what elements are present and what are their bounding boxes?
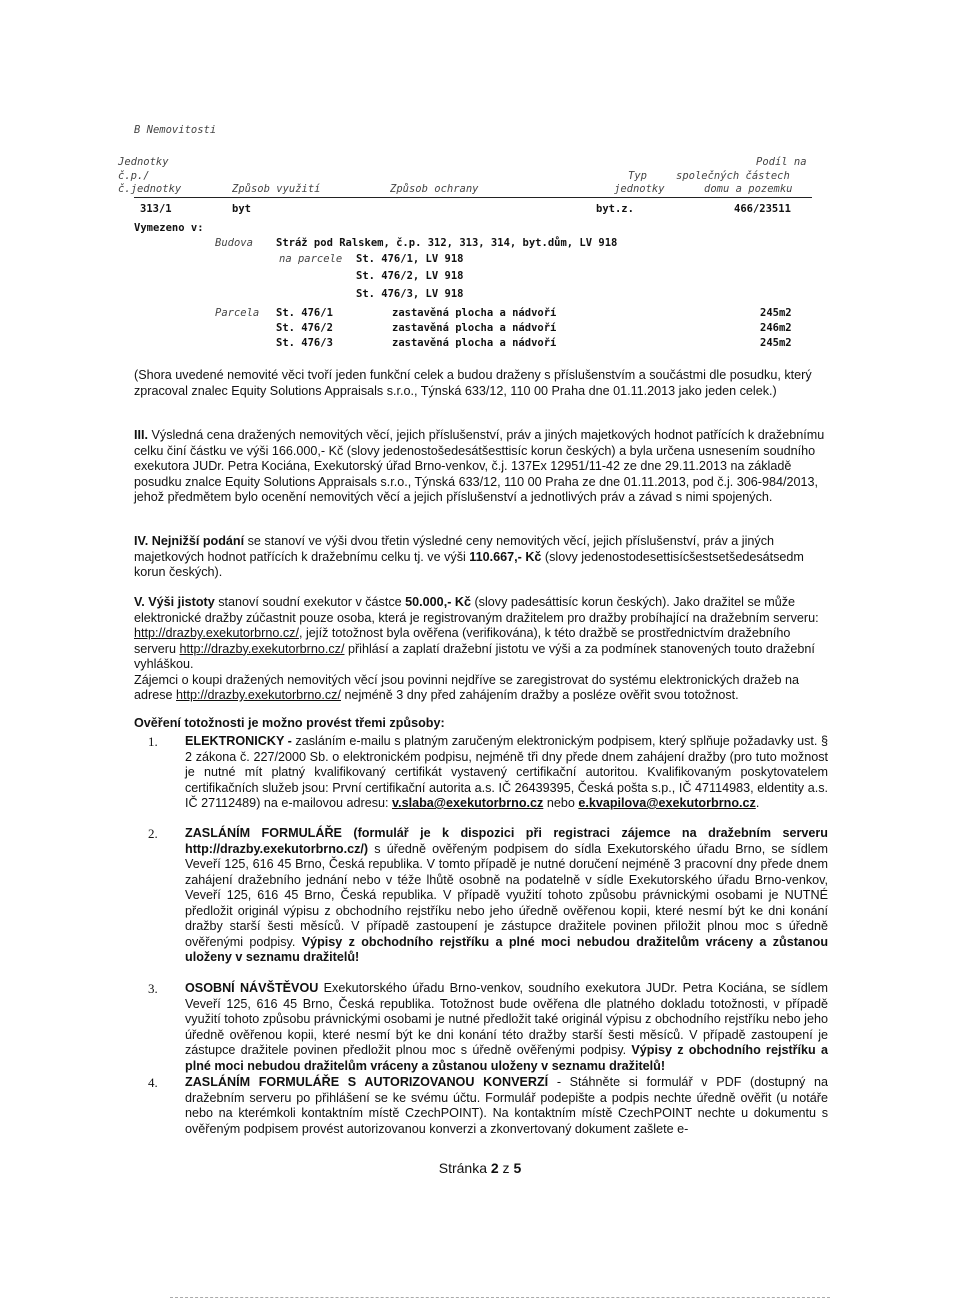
row-podil: 466/23511 — [734, 203, 791, 215]
list-item-body: . — [755, 796, 760, 810]
page-number: 2 — [490, 1160, 499, 1176]
drazby-link[interactable]: http://drazby.exekutorbrno.cz/ — [179, 641, 345, 656]
header-cjednotky: č.jednotky — [118, 183, 182, 195]
section-iv-amount: 110.667,- Kč — [469, 549, 542, 564]
list-item-text — [185, 734, 828, 812]
row-typ: byt.z. — [596, 203, 634, 215]
section-v-amount: 50.000,- Kč — [405, 595, 471, 609]
na-parcele-1: St. 476/1, LV 918 — [356, 253, 464, 265]
section-v-text1: stanoví soudní exekutor v částce — [214, 595, 406, 609]
list-item-body: nebo — [543, 796, 579, 810]
section-iv-text2: (slovy jedenostodesettisícšestsetšedesátsedm korun českých). — [134, 549, 804, 579]
paragraph-shora: (Shora uvedené nemovité věci tvoří jeden funkční celek a budou draženy s příslušenstvím a součástmi dle posudku, který zpracoval znalec Equity Solutions Appraisals s.r.o., Týnská 633/12, 110 00 Praha dne 01.11.2013 jako jeden celek.) — [134, 368, 812, 398]
section-iv-label: IV. — [134, 534, 149, 548]
list-item-bold: ZASLÁNÍM FORMULÁŘE S AUTORIZOVANOU KONVERZÍ — [185, 1075, 549, 1089]
header-cp: č.p./ — [118, 170, 150, 182]
budova-text: Stráž pod Ralskem, č.p. 312, 313, 314, byt.dům, LV 918 — [276, 237, 618, 249]
drazby-link[interactable]: http://drazby.exekutorbrno.cz/ — [176, 688, 341, 702]
list-item-text — [185, 826, 828, 966]
parcela-cislo: St. 476/2 — [276, 322, 333, 334]
row-vyuziti: byt — [232, 203, 251, 215]
list-item-body: Exekutorského úřadu Brno-venkov, soudního exekutora JUDr. Petra Kociána, se sídlem Veveří 125, 616 45 Brno, Česká republika. Totožnost bude ověřena dle platného dokladu totožnosti, v případě využití tohoto způsobu právnickými osobami je nutné předložit také originál výpisu z obchodního rejstříku nebo jeho úředně ověřenou kopii, které nesmí být ke dni konání této dražby starší šesti měsíců. V případě zastoupení je zástupce dražitele povinen předložit plnou moc s úředně ověřenými podpisy. — [185, 981, 828, 1057]
list-item-body: zasláním e-mailu s platným zaručeným elektronickým podpisem, který splňuje požadavky ust. § 2 zákona č. 227/2000 Sb. o elektronickém podpisu, nejméně tři dny přede dnem zahájení dražby (pro tuto možnost je nutné mít platný kvalifikovaný certifikát vystavený certifikační autoritou. Kvalifikovaným poskytovatelem certifikačních služeb jsou: První certifikační autorita a.s. IČ 26439395, Česká pošta s.p., IČ 47114983, eldentity a.s. IČ 27112489) na e-mailovou adresu: — [185, 734, 828, 810]
page-total: 5 — [513, 1160, 522, 1176]
parcela-label: Parcela — [215, 307, 260, 319]
header-zpusob-ochrany: Způsob ochrany — [390, 183, 479, 195]
parcela-popis: zastavěná plocha a nádvoří — [392, 307, 557, 319]
parcela-popis: zastavěná plocha a nádvoří — [392, 322, 557, 334]
section-iii-text: Výsledná cena dražených nemovitých věcí, jejich příslušenství, práv a jiných majetkových hodnot patřících k dražebnímu celku činí částku ve výši 166.000,- Kč (slovy jedenostošedesátšesttisíc korun českých) a byla určena usnesením soudního exekutora JUDr. Petra Kociána, Exekutorský úřad Brno-venkov, č.j. 137Ex 12951/11-42 ze dne 29.11.2013 na základě posudku znalce Equity Solutions Appraisals s.r.o., Týnská 633/12, 110 00 Praha ze dne 01.11.2013, pod č.j. 306-984/2013, jehož předmětem bylo ocenění nemovitých věcí a jejich příslušenství a jednotlivých práv a závad s nimi spojených. — [134, 428, 825, 504]
section-v-text4: přihlásí a zaplatí dražební jistotu ve výši a za podmínek stanovených touto dražební vyhláškou. — [134, 641, 815, 671]
section-v-text6: nejméně 3 dny před zahájením dražby a posléze ověřit svou totožnost. — [340, 688, 739, 702]
list-item-text — [185, 981, 828, 1074]
list-item-bold: OSOBNÍ NÁVŠTĚVOU — [185, 981, 319, 995]
section-iii-label: III. — [134, 428, 148, 442]
na-parcele-3: St. 476/3, LV 918 — [356, 288, 464, 300]
section-v-label: V. — [134, 595, 145, 609]
section-v — [134, 595, 830, 704]
table-divider — [134, 197, 812, 198]
section-v-text2: (slovy padesáttisíc korun českých). Jako dražitel se může elektronické dražby zúčastnit pouze osoba, která je registrovaným dražitelem pro dražby probíhající na dražebním serveru: — [134, 595, 819, 625]
header-typ: Typ — [628, 170, 647, 182]
parcela-vymera: 245m2 — [760, 337, 792, 349]
header-podil: Podíl na — [756, 156, 807, 168]
na-parcele-label: na parcele — [279, 253, 343, 265]
section-v-text5: Zájemci o koupi dražených nemovitých věcí jsou povinni nejdříve se zaregistrovat do systému elektronických dražeb na adrese — [134, 672, 799, 702]
section-title: B Nemovitosti — [134, 124, 217, 136]
list-item-bold: Výpisy z obchodního rejstříku a plné moci nebudou dražitelům vráceny a zůstanou uloženy v seznamu dražitelů! — [185, 1043, 828, 1073]
section-iv-text1: se stanoví ve výši dvou třetin výsledné ceny nemovitých věcí, jejich příslušenství, práv a jiných majetkových hodnot patřících k dražebnímu celku tj. ve výši — [134, 534, 774, 564]
header-jednotky: Jednotky — [118, 156, 169, 168]
email-link[interactable]: e.kvapilova@exekutorbrno.cz — [578, 796, 756, 810]
section-iii — [134, 428, 830, 506]
list-item-bold: ZASLÁNÍM FORMULÁŘE (formulář je k dispozici při registraci zájemce na dražebním serveru http://drazby.exekutorbrno.cz/) — [185, 826, 828, 856]
section-iv — [134, 534, 830, 581]
list-item-body: s úředně ověřeným podpisem do sídla Exekutorského úřadu Brno, se sídlem Veveří 125, 616 45 Brno, Česká republika. V tomto případě je nutné doručení nejméně 3 pracovní dny přede dnem zahájení dražebního jednání nebo v téže lhůtě osobně na podatelně v sídle Exekutorského úřadu Brno-venkov, Veveří 125, 616 45 Brno, Česká republika. V případě využití tohoto způsobu právnickými osobami je NUTNÉ předložit originál výpisu z obchodního rejstříku nebo jeho úředně ověřenou kopii, které nesmí být ke dni konání dražby starší šesti měsíců. V případě zastoupení je zástupce dražitele povinen přiložit plnou moc s úředně ověřenými podpisy. — [185, 841, 828, 949]
list-item-text — [185, 1075, 828, 1137]
parcela-cislo: St. 476/3 — [276, 337, 333, 349]
row-cislo: 313/1 — [140, 203, 172, 215]
header-zpusob-vyuziti: Způsob využití — [232, 183, 321, 195]
list-item-number: 2. — [148, 826, 158, 841]
bottom-edge-text — [170, 1297, 830, 1301]
drazby-link[interactable]: http://drazby.exekutorbrno.cz/ — [134, 626, 299, 640]
list-item-number: 4. — [148, 1075, 158, 1090]
parcela-cislo: St. 476/1 — [276, 307, 333, 319]
budova-label: Budova — [215, 237, 253, 249]
page-footer — [0, 1160, 960, 1176]
list-item-number: 1. — [148, 734, 158, 749]
list-item-body: - Stáhněte si formulář v PDF (dostupný na dražebním serveru po přihlášení se ke svému účtu. Formulář podepište a podpis nechte úředně ověřit (u notáře nebo na kterémkoli kontaktním místě CzechPOINT). Na kontaktním místě CzechPOINT nechte u dokumentu s ověřeným podpisem provést autorizovanou konverzi a zkonvertovaný dokument zašlete e- — [185, 1075, 829, 1136]
section-v-bold: Výši jistoty — [148, 595, 215, 609]
list-item-number: 3. — [148, 981, 158, 996]
email-link[interactable]: v.slaba@exekutorbrno.cz — [392, 796, 544, 810]
section-v-text3: , jejíž totožnost byla ověřena (verifikována), k této dražbě se prostřednictvím dražebního serveru — [134, 626, 791, 656]
header-podil-domu: domu a pozemku — [704, 183, 793, 195]
vymezeno-label: Vymezeno v: — [134, 222, 204, 234]
section-iv-bold: Nejnižší podání — [151, 534, 245, 548]
overeni-title: Ověření totožnosti je možno provést třemi způsoby: — [134, 716, 445, 730]
list-item-bold: Výpisy z obchodního rejstříku a plné moci nebudou dražitelům vráceny a zůstanou uloženy v seznamu dražitelů! — [185, 934, 829, 964]
parcela-vymera: 245m2 — [760, 307, 792, 319]
na-parcele-2: St. 476/2, LV 918 — [356, 270, 464, 282]
header-podil-spolecnych: společných částech — [676, 170, 790, 182]
parcela-vymera: 246m2 — [760, 322, 792, 334]
header-typ-jednotky: jednotky — [614, 183, 665, 195]
list-item-bold: ELEKTRONICKY - — [185, 734, 292, 748]
parcela-popis: zastavěná plocha a nádvoří — [392, 337, 557, 349]
footer-mid: z — [498, 1160, 514, 1176]
footer-prefix: Stránka — [438, 1160, 491, 1176]
